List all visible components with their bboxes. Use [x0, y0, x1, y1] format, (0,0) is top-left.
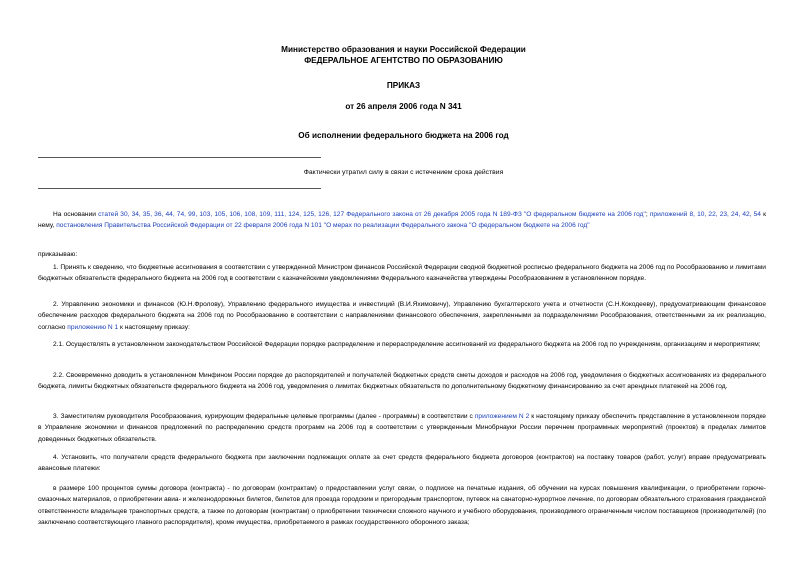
paragraph-2-suffix: к настоящему приказу: [118, 323, 190, 331]
basis-paragraph [38, 209, 766, 232]
appendix-2-link[interactable]: приложением N 2 [474, 413, 530, 420]
basis-link-law-articles[interactable]: статей 30, 34, 35, 36, 44, 74, 99, 103, 105, 106, 108, 109, 111, 124, 125, 126, 127 Федерального закона от 26 декабря 2005 года N 189-ФЗ "О федеральном бюджете на 2006 год" [98, 211, 646, 218]
paragraph-3 [38, 411, 766, 445]
basis-prefix: На основании [53, 211, 99, 218]
paragraph-1: 1. Принять к сведению, что бюджетные ассигнования в соответствии с утвержденной Министром финансов Российской Федерации сводной бюджетной росписью федерального бюджета на 2006 год по Рособразованию и лимитами бюджетных обязательств федерального бюджета на 2006 год в соответствии с казначейскими уведомлениями Федерального казначейства утверждены Рособразованием в установленном порядке. [38, 264, 766, 283]
doc-type-heading: ПРИКАЗ [386, 81, 421, 90]
basis-link-government-decree[interactable]: постановления Правительства Российской Федерации от 22 февраля 2006 года N 101 "О мерах по реализации Федерального закона "О федеральном бюджете на 2006 год" [56, 222, 590, 230]
doc-date-number: от 26 апреля 2006 года N 341 [345, 102, 462, 111]
paragraph-4-a: в размере 100 процентов суммы договора (контракта) - по договорам (контрактам) о предоставлении услуг связи, о подписке на печатные издания, об обучении на курсах повышения квалификации, о приобретении горюче-смазочных материалов, о приобретении авиа- и железнодорожных билетов, билетов для проезда городским и пригородным транспортом, путевок на санаторно-курортное лечение, по договорам обязательного страхования гражданской ответственности владельцев транспортных средств, а также по договорам (контрактам) о приобретении технически сложного научного и учебного оборудования, производимого ограниченным числом поставщиков (производителей) (по заключению соответствующего главного распорядителя), кроме имущества, приобретаемого в рамках государственного оборонного заказа; [38, 485, 766, 526]
basis-sep: ; [645, 211, 650, 218]
paragraph-2-2: 2.2. Своевременно доводить в установленном Минфином России порядке до распорядителей и получателей бюджетных средств сметы доходов и расходов на 2006 год, уведомления о бюджетных ассигнованиях из федерального бюджета, лимиты бюджетных обязательств федерального бюджета на 2006 год, уведомления о лимитах бюджетных обязательств по дополнительному бюджетному финансированию за счет арендных платежей на 2006 год. [38, 372, 766, 391]
order-word: приказываю: [38, 251, 78, 258]
basis-link-appendices[interactable]: приложений 8, 10, 22, 23, 24, 42, 54 [649, 211, 761, 218]
basis-mid: к нему, [38, 211, 766, 230]
ministry-heading: Министерство образования и науки Российской Федерации [281, 45, 526, 54]
doc-title: Об исполнении федерального бюджета на 2006 год [298, 131, 509, 140]
divider-top [38, 157, 321, 158]
paragraph-2-1: 2.1. Осуществлять в установленном законодательством Российской Федерации порядке распределение и перераспределение ассигнований из федерального бюджета на 2006 год по учреждениям, организациям и мероприятиям; [53, 341, 761, 348]
paragraph-3-suffix: к настоящему приказу обеспечить представление в установленном порядке в Управление экономики и финансов предложений по распределению средств программ на 2006 год в соответствии с утвержденным Минобрнауки России перечнем программных мероприятий (проектов) в пределах лимитов доведенных бюджетных обязательств. [38, 413, 766, 443]
paragraph-2 [38, 299, 766, 333]
divider-bottom [38, 188, 321, 189]
paragraph-2-text: 2. Управлению экономики и финансов (Ю.Н.Фролову), Управлению федерального имущества и инвестиций (В.И.Яхимовичу), Управлению бухгалтерского учета и отчетности (С.Н.Кокодееву), предусматривающим финансовое обеспечение расходов федерального бюджета на 2006 год по Рособразованию в соответствии с направлениями финансового обеспечения, закрепленными за подразделениями Рособразования, ответственными за их реализацию, согласно [38, 301, 766, 331]
paragraph-4: 4. Установить, что получатели средств федерального бюджета при заключении подлежащих оплате за счет средств федерального бюджета договоров (контрактов) на поставку товаров (работ, услуг) вправе предусматривать авансовые платежи: [38, 454, 766, 473]
status-note: Фактически утратил силу в связи с истечением срока действия [303, 169, 504, 176]
appendix-1-link[interactable]: приложению N 1 [67, 323, 119, 331]
paragraph-3-text: 3. Заместителям руководителя Рособразования, курирующим федеральные целевые программы (далее - программы) в соответствии с [53, 413, 475, 420]
agency-heading: ФЕДЕРАЛЬНОЕ АГЕНТСТВО ПО ОБРАЗОВАНИЮ [304, 56, 503, 65]
